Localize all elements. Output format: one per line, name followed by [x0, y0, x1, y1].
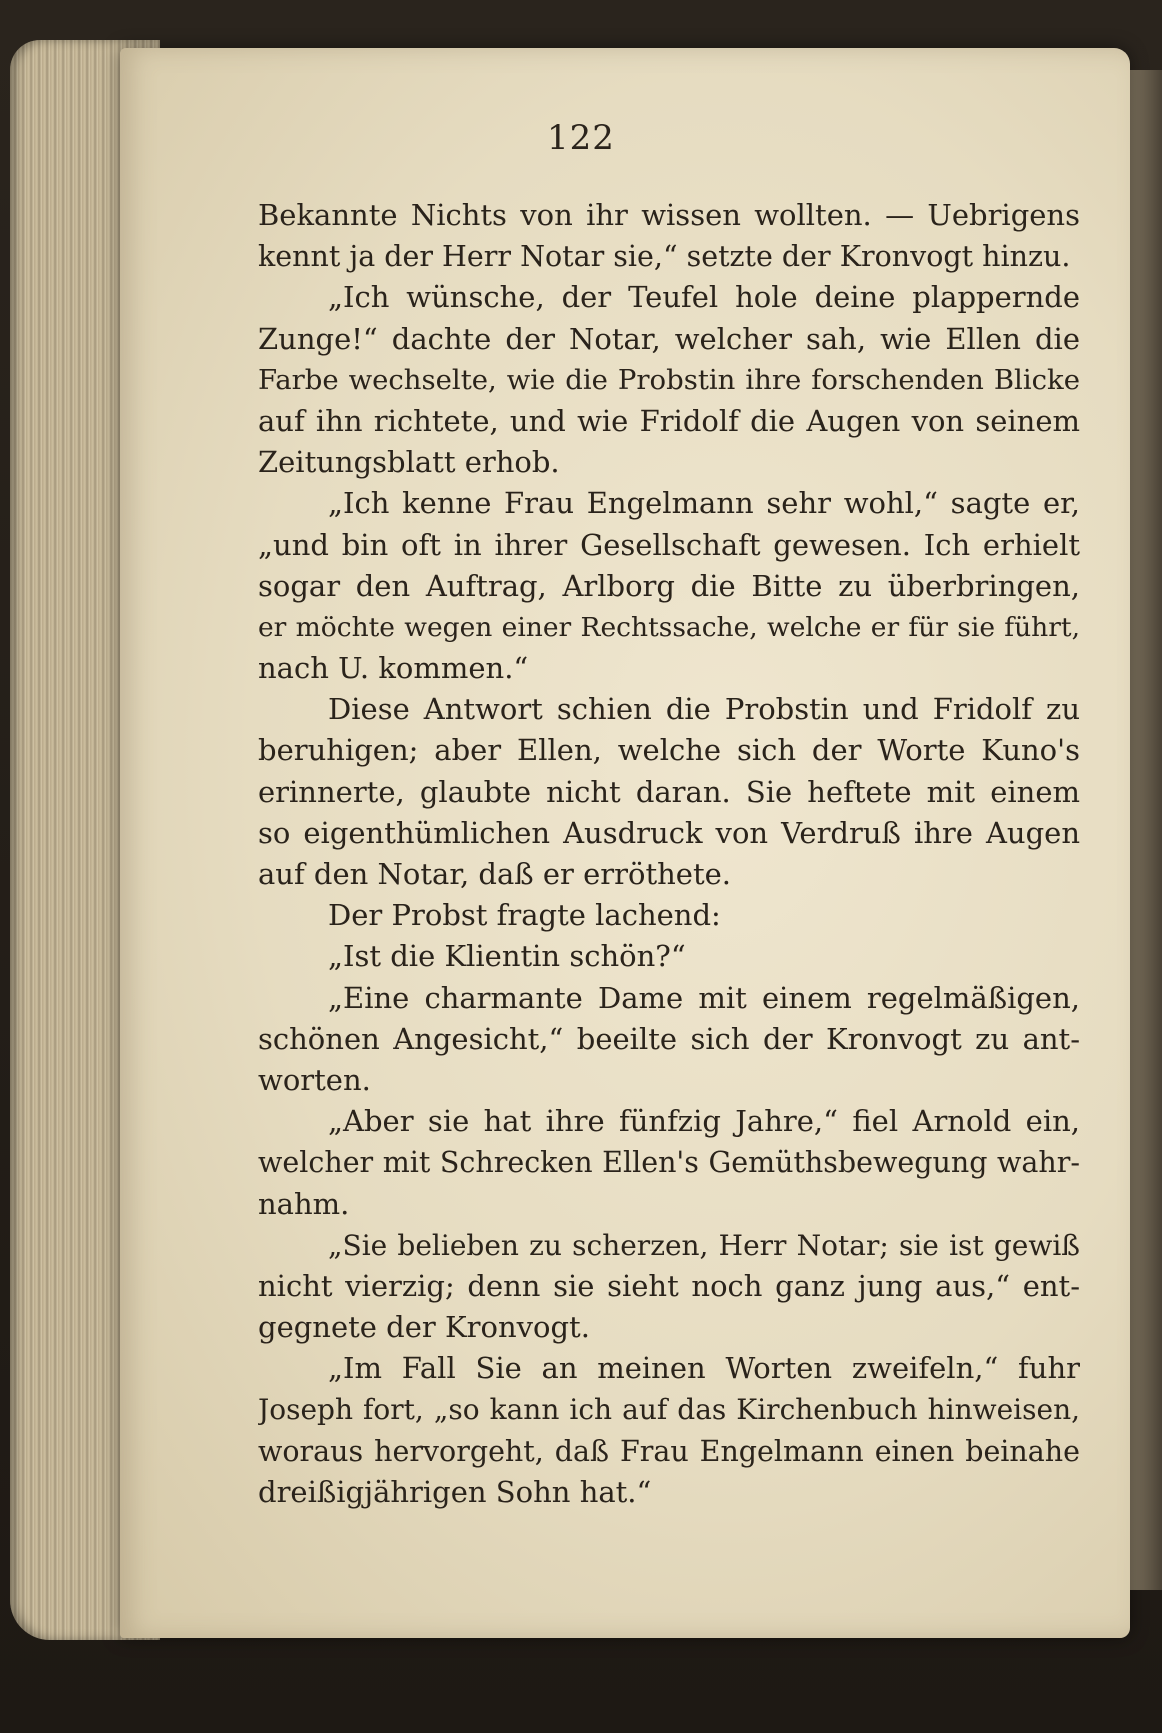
text-line: „Sie belieben zu scherzen, Herr Notar; sie ist gewiß [328, 1228, 1080, 1262]
text-line: auf den Notar, daß er erröthete. [258, 857, 731, 891]
text-line: Diese Antwort schien die Probstin und Fridolf zu [328, 692, 1080, 727]
text-line: kennt ja der Herr Notar sie,“ setzte der Kronvogt hinzu. [258, 240, 1071, 274]
text-line: erinnerte, glaubte nicht daran. Sie heftete mit einem [258, 774, 1080, 809]
text-line: so eigenthümlichen Ausdruck von Verdruß ihre Augen [258, 815, 1080, 850]
text-line: Zunge!“ dachte der Notar, welcher sah, wie Ellen die [258, 321, 1080, 356]
text-line: welcher mit Schrecken Ellen's Gemüthsbewegung wahr- [258, 1146, 1080, 1180]
text-line: beruhigen; aber Ellen, welche sich der Worte Kuno's [258, 733, 1080, 768]
text-line: nach U. kommen.“ [258, 651, 529, 686]
page-number: 122 [547, 118, 615, 158]
text-line: schönen Angesicht,“ beeilte sich der Kronvogt zu ant- [258, 1021, 1080, 1056]
text-line: worten. [258, 1062, 371, 1097]
text-line: woraus hervorgeht, daß Frau Engelmann einen beinahe [258, 1434, 1080, 1468]
text-line: dreißigjährigen Sohn hat.“ [258, 1474, 652, 1509]
text-line: nahm. [258, 1186, 350, 1221]
text-line: „Eine charmante Dame mit einem regelmäßigen, [328, 980, 1080, 1015]
text-line: Der Probst fragte lachend: [328, 898, 721, 933]
text-line: Bekannte Nichts von ihr wissen wollten. — Uebrigens [258, 198, 1080, 232]
book-right-edge [1125, 70, 1162, 1590]
text-line: Joseph fort, „so kann ich auf das Kirchenbuch hinweisen, [258, 1393, 1080, 1427]
text-line: „Aber sie hat ihre fünfzig Jahre,“ fiel Arnold ein, [328, 1104, 1080, 1139]
text-line: „Ich wünsche, der Teufel hole deine plappernde [328, 280, 1080, 315]
text-line: sogar den Auftrag, Arlborg die Bitte zu überbringen, [258, 568, 1080, 603]
text-line: nicht vierzig; denn sie sieht noch ganz jung aus,“ ent- [258, 1268, 1080, 1303]
text-line: auf ihn richtete, und wie Fridolf die Augen von seinem [258, 403, 1080, 438]
text-line: er möchte wegen einer Rechtssache, welche er für sie führt, [258, 611, 1080, 643]
text-line: „und bin oft in ihrer Gesellschaft gewesen. Ich erhielt [258, 527, 1080, 562]
text-line: „Im Fall Sie an meinen Worten zweifeln,“ fuhr [328, 1351, 1080, 1386]
text-line: „Ist die Klientin schön?“ [328, 939, 686, 974]
text-line: „Ich kenne Frau Engelmann sehr wohl,“ sagte er, [328, 486, 1080, 521]
body-text [258, 195, 1080, 1513]
text-line: gegnete der Kronvogt. [258, 1310, 590, 1345]
text-line: Farbe wechselte, wie die Probstin ihre forschenden Blicke [258, 363, 1080, 396]
text-line: Zeitungsblatt erhob. [258, 445, 560, 480]
